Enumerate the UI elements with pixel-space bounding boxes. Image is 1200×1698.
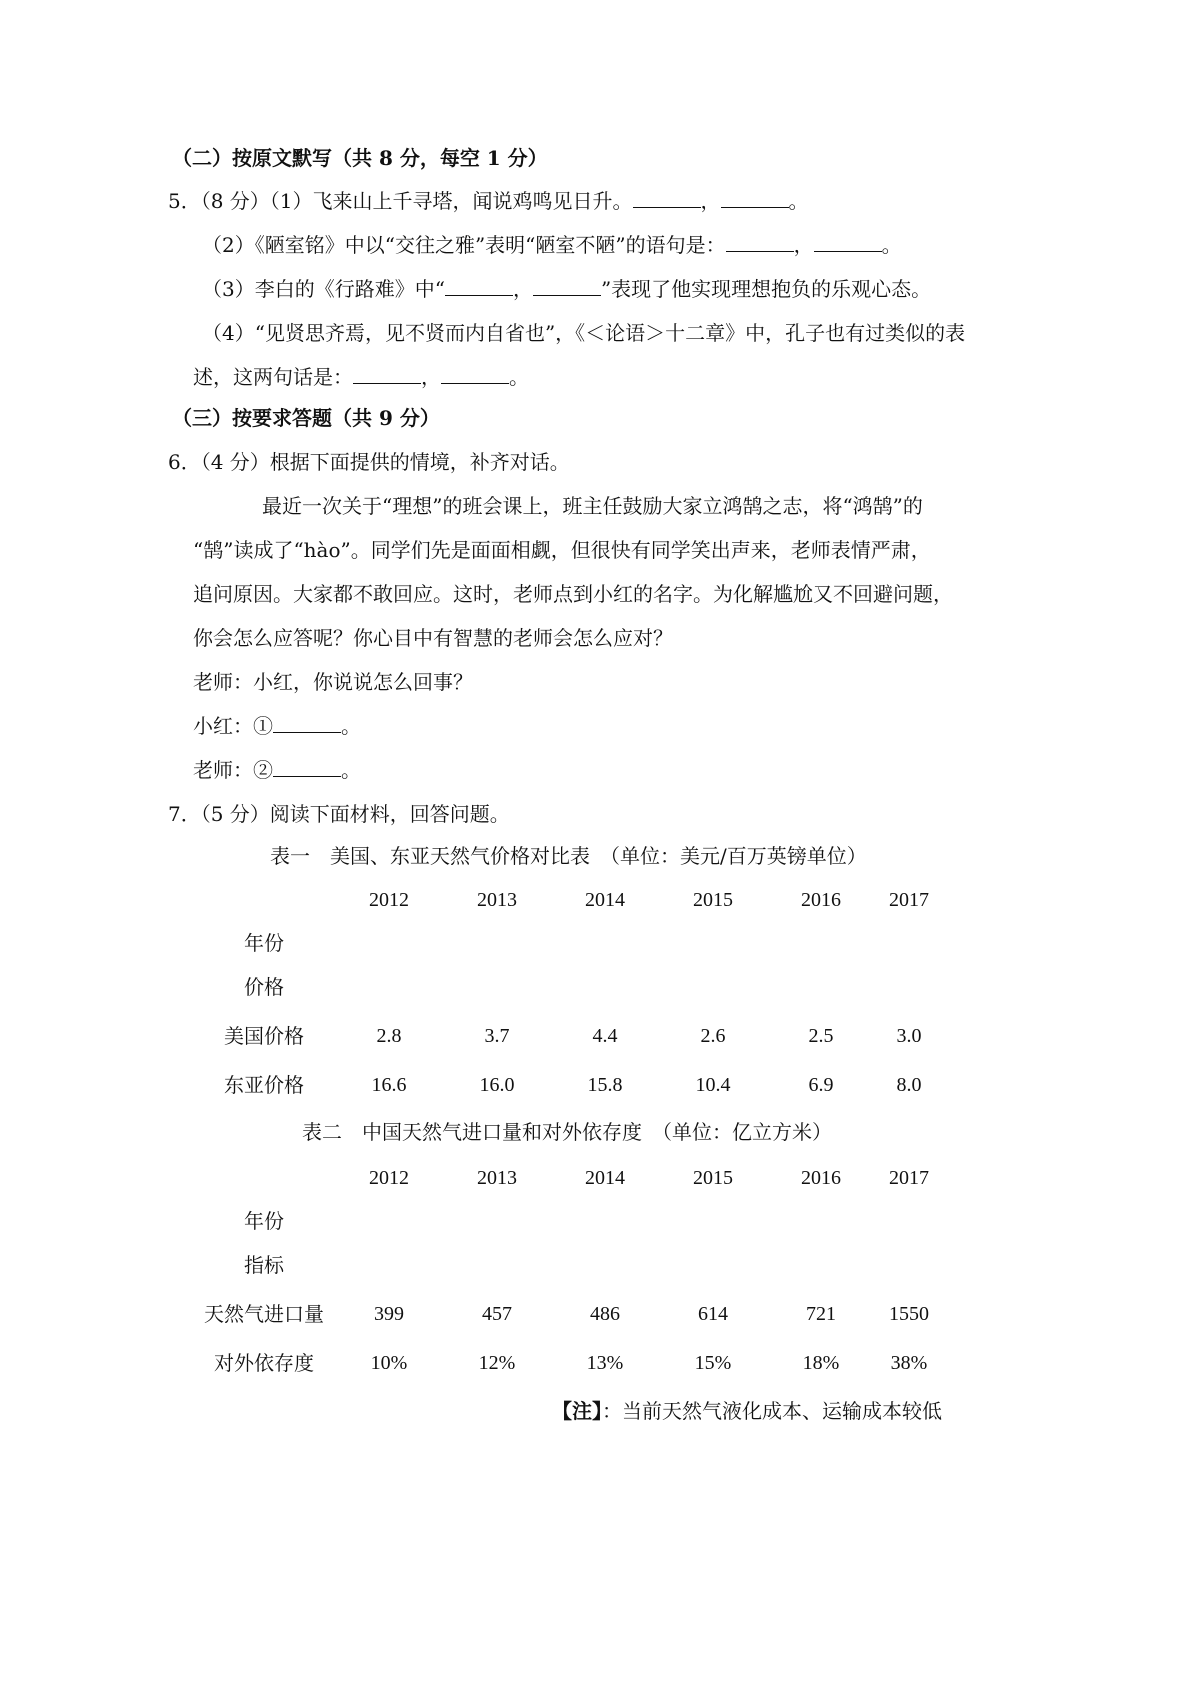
table-1-cell: 15.8 — [587, 1074, 623, 1096]
separator: ， — [512, 277, 533, 301]
table-2-year-header: 2012 — [369, 1167, 409, 1189]
question-5-part3-suffix: ”表现了他实现理想抱负的乐观心态。 — [600, 277, 932, 301]
table-2-year-header: 2014 — [585, 1167, 625, 1189]
table-1-cell: 2.5 — [808, 1025, 834, 1047]
table-2-year-header: 2015 — [693, 1167, 733, 1189]
answer-blank[interactable] — [726, 233, 794, 252]
question-6-stem: 6．（4 分）根据下面提供的情境，补齐对话。 — [168, 450, 570, 474]
table-2-title: 表二 中国天然气进口量和对外依存度 （单位：亿立方米） — [302, 1120, 832, 1144]
question-6-paragraph-line3: 追问原因。大家都不敢回应。这时，老师点到小红的名字。为化解尴尬又不回避问题， — [193, 582, 953, 606]
question-5-part3-prefix: （3）李白的《行路难》中“ — [202, 277, 445, 301]
end-mark: 。 — [509, 365, 529, 389]
table-1-header-price-label: 价格 — [244, 975, 284, 999]
table-2-header-year-label: 年份 — [244, 1209, 284, 1233]
end-mark: 。 — [341, 714, 361, 738]
end-mark: 。 — [881, 233, 902, 257]
table-2-year-header: 2016 — [801, 1167, 841, 1189]
table-2-cell: 18% — [802, 1352, 840, 1374]
dialog-teacher-2-prefix: 老师：② — [193, 758, 273, 782]
answer-blank[interactable] — [633, 189, 701, 208]
table-2-cell: 10% — [370, 1352, 408, 1374]
note-text: ：当前天然气液化成本、运输成本较低 — [602, 1399, 942, 1423]
table-1-cell: 2.8 — [376, 1025, 402, 1047]
table-1-year-header: 2016 — [801, 889, 841, 911]
answer-blank[interactable] — [533, 277, 601, 296]
question-5-part1-text: 5．（8 分）（1）飞来山上千寻塔，闻说鸡鸣见日升。 — [168, 189, 633, 213]
table-1-row-label: 东亚价格 — [224, 1073, 304, 1097]
table-1-year-header: 2013 — [477, 889, 517, 911]
question-5-stem — [168, 188, 809, 214]
dialog-xiaohong-prefix: 小红：① — [193, 714, 273, 738]
separator: ， — [700, 189, 721, 213]
table-2-cell: 721 — [806, 1303, 836, 1325]
table-2-cell: 13% — [586, 1352, 624, 1374]
table-2-cell: 399 — [374, 1303, 404, 1325]
table-1-year-header: 2014 — [585, 889, 625, 911]
table-1-row-label: 美国价格 — [224, 1024, 304, 1048]
table-2-cell: 1550 — [889, 1303, 929, 1325]
question-5-part3 — [202, 276, 931, 302]
end-mark: 。 — [341, 758, 361, 782]
table-2-cell: 614 — [698, 1303, 728, 1325]
table-1-cell: 8.0 — [896, 1074, 922, 1096]
section-heading-answer: （三）按要求答题（共 9 分） — [172, 406, 440, 430]
table-2-row-label: 对外依存度 — [214, 1351, 314, 1375]
question-6-paragraph-line1: 最近一次关于“理想”的班会课上，班主任鼓励大家立鸿鹄之志，将“鸿鹄”的 — [262, 494, 923, 518]
table-1-cell: 6.9 — [808, 1074, 834, 1096]
table-1-header-year-label: 年份 — [244, 931, 284, 955]
table-2-cell: 486 — [590, 1303, 620, 1325]
question-7-stem: 7．（5 分）阅读下面材料，回答问题。 — [168, 802, 510, 826]
answer-blank[interactable] — [445, 277, 513, 296]
question-6-paragraph-line4: 你会怎么应答呢？你心目中有智慧的老师会怎么应对？ — [193, 626, 673, 650]
note-label: 【注】 — [552, 1399, 602, 1423]
separator: ， — [793, 233, 814, 257]
table-1-year-header: 2015 — [693, 889, 733, 911]
table-1-year-header: 2012 — [369, 889, 409, 911]
table-1-cell: 3.0 — [896, 1025, 922, 1047]
table-2-row-label: 天然气进口量 — [204, 1302, 324, 1326]
table-1-cell: 16.6 — [371, 1074, 407, 1096]
table-1-cell: 3.7 — [484, 1025, 510, 1047]
answer-blank[interactable] — [441, 365, 509, 384]
table-2-year-header: 2017 — [889, 1167, 929, 1189]
section-heading-recitation: （二）按原文默写（共 8 分，每空 1 分） — [172, 146, 548, 170]
table-1-cell: 10.4 — [695, 1074, 731, 1096]
table-2-cell: 15% — [694, 1352, 732, 1374]
question-5-part2 — [202, 232, 902, 258]
table-2-cell: 457 — [482, 1303, 512, 1325]
dialog-xiaohong — [193, 713, 361, 739]
table-1-cell: 2.6 — [700, 1025, 726, 1047]
table-1-title: 表一 美国、东亚天然气价格对比表 （单位：美元/百万英镑单位） — [270, 844, 867, 868]
table-2-year-header: 2013 — [477, 1167, 517, 1189]
table-note — [552, 1398, 942, 1424]
table-1-year-header: 2017 — [889, 889, 929, 911]
answer-blank[interactable] — [721, 189, 789, 208]
question-6-paragraph-line2: “鹄”读成了“hào”。同学们先是面面相觑，但很快有同学笑出声来，老师表情严肃， — [193, 538, 931, 562]
answer-blank[interactable] — [814, 233, 882, 252]
table-1-cell: 4.4 — [592, 1025, 618, 1047]
table-1-cell: 16.0 — [479, 1074, 515, 1096]
end-mark: 。 — [788, 189, 809, 213]
answer-blank[interactable] — [273, 714, 341, 733]
table-2-cell: 38% — [890, 1352, 928, 1374]
dialog-teacher-2 — [193, 757, 361, 783]
separator: ， — [421, 365, 441, 389]
dialog-teacher-1: 老师：小红，你说说怎么回事？ — [193, 670, 473, 694]
table-2-cell: 12% — [478, 1352, 516, 1374]
question-5-part4-line2 — [193, 364, 529, 390]
answer-blank[interactable] — [353, 365, 421, 384]
answer-blank[interactable] — [273, 758, 341, 777]
question-5-part4-line1: （4）“见贤思齐焉，见不贤而内自省也”，《＜论语＞十二章》中，孔子也有过类似的表 — [202, 321, 966, 345]
table-2-header-indicator-label: 指标 — [244, 1253, 284, 1277]
question-5-part4-line2-text: 述，这两句话是： — [193, 365, 353, 389]
question-5-part2-text: （2）《陋室铭》中以“交往之雅”表明“陋室不陋”的语句是： — [202, 233, 726, 257]
